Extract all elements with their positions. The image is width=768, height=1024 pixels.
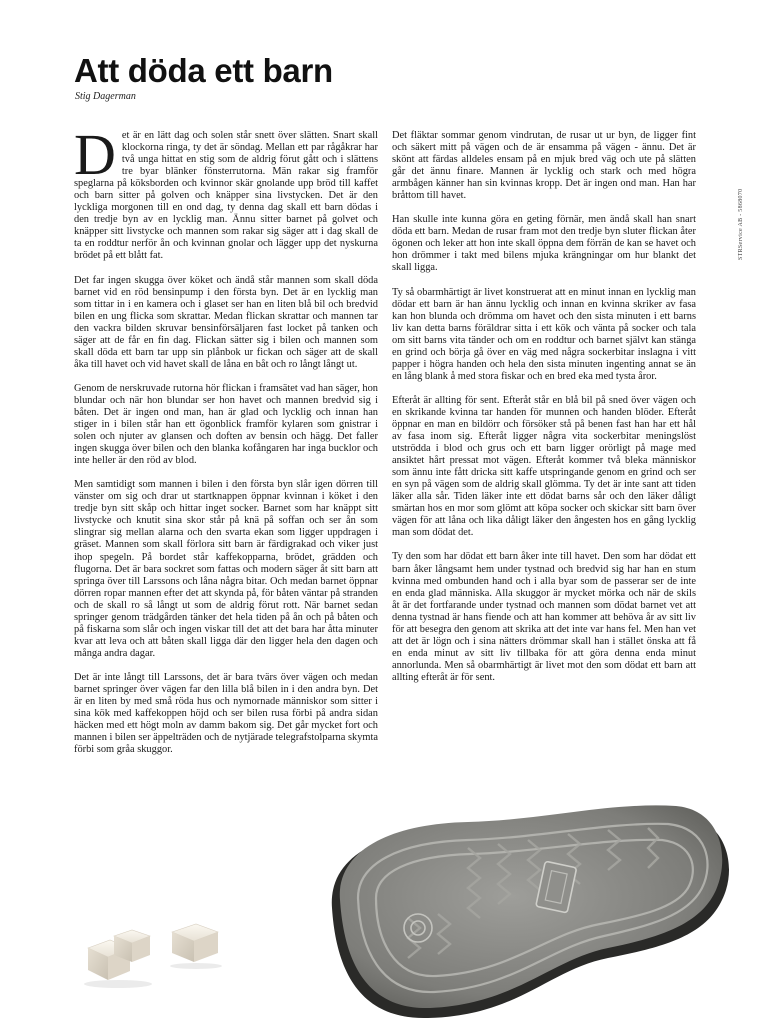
paragraph-1-text: et är en lätt dag och solen står snett över slätten. Snart skall klockorna ringa, ty det är söndag. Mellan ett par rågåkrar har två unga hittat en stig som de aldrig förut gått och i slättens tre byar blänker fönsterrutorna. Män rakar sig framför speglarna på köksborden och kvinnor skär gnolande upp bröd till kaffet och barn sitter på golven och knäpper sina livstycken. Det är den lyckliga morgonen till en ond dag, ty denna dag skall ett barn dödas i den tredje byn av en lycklig man. Ännu sitter barnet på golvet och knäpper sitt livstycke och mannen som rakar sig säger att i dag skall de ta en roddtur nerför ån och kvinnan gnolar och lägger upp det nyskurna brödet på ett blått fat.	[74, 130, 378, 262]
paragraph-9: Efteråt är allting för sent. Efteråt står en blå bil på sned över vägen och en skrikande kvinna tar handen för munnen och handen blöder. Efteråt öppnar en man en bildörr och försöker stå på benen fast han har ett hål av fasa inom sig. Efteråt ligger några vita sockerbitar meningslöst utströdda i blod och grus och ett barn ligger orörligt på mage med ansiktet hårt pressat mot vägen. Efteråt kommer två bleka människor som ännu inte fått dricka sitt kaffe utspringande genom en grind och ser en syn på vägen som de aldrig skall glömma. Ty det är inte sant att tiden läker alla sår. Tiden läker inte ett dödat barns sår och den läker dåligt smärtan hos en mor som glömt att köpa socker och skickar sitt barn över vägen för att låna och lika dåligt läker den ångesten hos en gång lycklig man som dödat det.	[392, 394, 696, 539]
paragraph-1	[74, 122, 378, 263]
right-column	[392, 130, 696, 696]
paragraph-8: Ty så obarmhärtigt är livet konstruerat att en minut innan en lycklig man dödar ett barn är han ännu lycklig och innan en kvinna skriker av fasa kan hon blunda och drömma om havet och den sista minuten i ett barns liv kan detta barns föräldrar sitta i ett kök och vänta på socker och tala om sitt barns vita tänder och om en roddtur och barnet självt kan stänga en grind och börja gå över en väg med några sockerbitar inslagna i vitt papper i högra handen och hela den sista minuten ingenting annat se än en lång blank å med stora fiskar och en bred eka med tysta åror.	[392, 286, 696, 382]
paragraph-4: Men samtidigt som mannen i bilen i den första byn slår igen dörren till vänster om sig och drar ut startknappen öppnar kvinnan i köket i den tredje byn sitt skåp och hittar inget socker. Barnet som har knäppt sitt livstycke och knutit sina skor står på knä på soffan och ser ån som slingrar sig mellan alarna och den svarta ekan som ligger uppdragen i gräset. Mannen som skall förlora sitt barn är färdigrakad och viker just ihop spegeln. På bordet står kaffekopparna, brödet, grädden och flugorna. Det är bara sockret som fattas och modern säger åt sitt barn att springa över till Larssons och låna några bitar. Och medan barnet öppnar dörren ropar mannen efter det att skynda på, för båten väntar på stranden och de skall ro så långt ut som de aldrig förut rott. När barnet sedan springer genom trädgården tänker det hela tiden på ån och på båten och på fiskarna som slår och ingen viskar till det att det bara har åtta minuter kvar att leva och att båten skall ligga där den ligger hela den dagen och många andra dagar.	[74, 479, 378, 659]
paragraph-6: Det fläktar sommar genom vindrutan, de rusar ut ur byn, de ligger fint och säkert mitt på vägen och de är ensamma på vägen - ännu. Det är skönt att färdas alldeles ensam på en mjuk bred väg och ute på slätten går det ännu finare. Mannen är lycklig och stark och med högra armbågen känner han sin kvinnas kropp. Det är ingen ond man. Han har bråttom till havet.	[392, 130, 696, 202]
paragraph-2: Det far ingen skugga över köket och ändå står mannen som skall döda barnet vid en röd bensinpump i den första byn. Det är en lycklig man som tittar in i en kamera och i glaset ser han en liten blå bil och bredvid bilen en ung flicka som skrattar. Medan flickan skrattar och mannen tar den vackra bilden skruvar bensinförsäljaren fast locket på tanken och säger att de får en fin dag. Flickan sätter sig i bilen och mannen som skall döda ett barn tar upp sin plånbok ur fickan och säger att de skall åka till havet och vid havet skall de låna en båt och ro långt långt ut.	[74, 274, 378, 370]
article-title: Att döda ett barn	[74, 52, 333, 89]
drop-cap: D	[74, 122, 116, 187]
paragraph-3: Genom de nerskruvade rutorna hör flickan i framsätet vad han säger, hon blundar och när hon blundar ser hon havet och mannen bredvid sig i båten. Det är ingen ond man, han är glad och lycklig och innan han stiger in i bilen står han ett ögonblick framför kylaren som gnistrar i solen och njuter av glansen och doften av bensin och hägg. Det faller ingen skugga över bilen och den blanka kofångaren har inga bucklor och inte heller är den röd av blod.	[74, 382, 378, 467]
shoe-sole-image	[318, 788, 738, 1024]
paragraph-5: Det är inte långt till Larssons, det är bara tvärs över vägen och medan barnet springer över vägen far den lilla blå bilen in i den andra byn. Det är en liten by med små röda hus och nymornade människor som sitter i sina kök med kaffekoppen höjd och ser bilen rusa förbi på andra sidan häcken med ett högt moln av damm bakom sig. Det går mycket fort och mannen i bilen ser äppelträden och de nytjärade telegrafstolparna skymta förbi som gråa skuggor.	[74, 671, 378, 756]
left-column	[74, 122, 378, 768]
article-author: Stig Dagerman	[75, 91, 136, 102]
paragraph-10: Ty den som har dödat ett barn åker inte till havet. Den som har dödat ett barn åker långsamt hem under tystnad och bredvid sig har han en stum kvinna med ombunden hand och i alla byar som de passerar ser de inte en enda glad människa. Alla skuggor är mycket mörka och när de skils åt är det fortfarande under tystnad och mannen som dödat barnet vet att denna tystnad är hans fiende och att han kommer att behöva år av sitt liv för att besegra den genom att skrika att det inte var hans fel. Men han vet att det är lögn och i sina nätters drömmar skall han i stället önska att få en enda minut av sitt liv tillbaka för att göra denna enda minut annorlunda. Men så obarmhärtigt är livet mot den som dödat ett barn att allting efteråt är för sent.	[392, 551, 696, 683]
side-credit: STRService AB - 5868070	[738, 188, 744, 260]
sugar-cubes-image	[78, 910, 238, 990]
paragraph-7: Han skulle inte kunna göra en geting förnär, men ändå skall han snart döda ett barn. Medan de rusar fram mot den tredje byn sluter flickan åter ögonen och leker att hon inte skall öppna dem förrän de kan se havet och hon drömmer i takt med bilens mjuka krängningar om hur blankt det skall ligga.	[392, 214, 696, 274]
